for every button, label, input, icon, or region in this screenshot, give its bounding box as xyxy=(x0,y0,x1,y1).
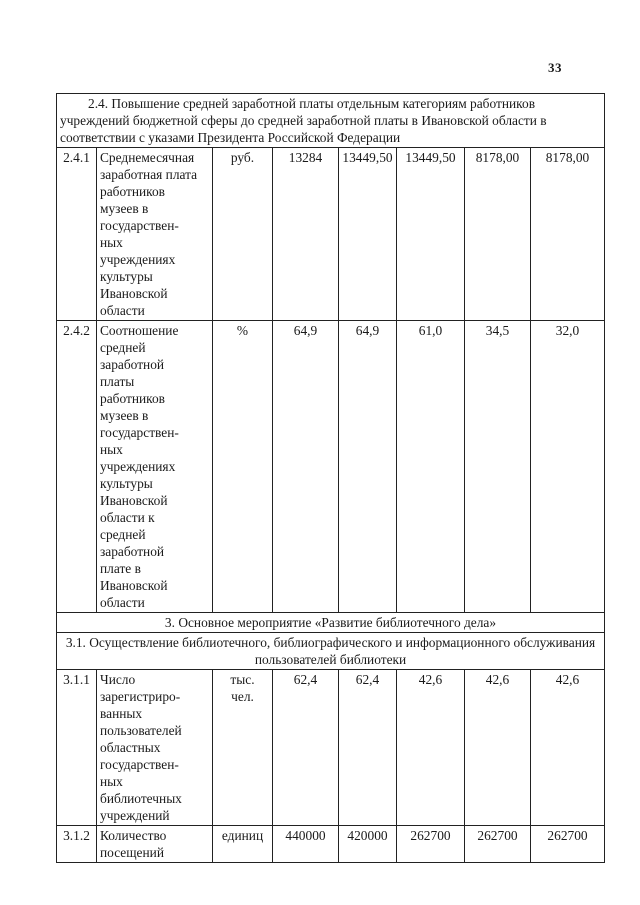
name-line: средней xyxy=(100,340,146,355)
section-title-2-4: 2.4. Повышение средней заработной платы отдельным категориям работников учреждений бюджетной сферы до средней заработной платы в Ивановской области в соответствии с указами Президента Российской Федерации xyxy=(57,94,605,148)
unit-cell xyxy=(213,670,273,826)
indicator-name xyxy=(97,670,213,826)
name-line: государствен- xyxy=(100,757,179,772)
name-line: учреждений xyxy=(100,808,170,823)
name-line: ных xyxy=(100,235,123,250)
name-line: государствен- xyxy=(100,218,179,233)
value-cell: 42,6 xyxy=(465,670,531,826)
name-line: Ивановской xyxy=(100,493,168,508)
name-line: ных xyxy=(100,774,123,789)
name-line: заработной xyxy=(100,357,165,372)
unit-cell: % xyxy=(213,321,273,613)
name-line: платы xyxy=(100,374,135,389)
name-line: музеев в xyxy=(100,408,149,423)
name-line: области xyxy=(100,595,145,610)
name-line: Количество xyxy=(100,828,167,843)
value-cell: 262700 xyxy=(397,826,465,863)
name-line: Ивановской xyxy=(100,286,168,301)
section-header-2-4 xyxy=(57,94,605,148)
value-cell: 62,4 xyxy=(273,670,339,826)
name-line: работников xyxy=(100,391,165,406)
name-line: учреждениях xyxy=(100,252,176,267)
name-line: средней xyxy=(100,527,146,542)
unit-line: чел. xyxy=(231,689,254,704)
name-line: государствен- xyxy=(100,425,179,440)
section-header-3 xyxy=(57,613,605,633)
value-cell: 420000 xyxy=(339,826,397,863)
row-number: 2.4.2 xyxy=(57,321,97,613)
name-line: Число xyxy=(100,672,136,687)
unit-cell: руб. xyxy=(213,148,273,321)
section-header-3-1 xyxy=(57,633,605,670)
name-line: области xyxy=(100,303,145,318)
name-line: культуры xyxy=(100,476,153,491)
name-line: учреждениях xyxy=(100,459,176,474)
row-number: 2.4.1 xyxy=(57,148,97,321)
name-line: пользователей xyxy=(100,723,182,738)
value-cell: 262700 xyxy=(465,826,531,863)
row-number: 3.1.2 xyxy=(57,826,97,863)
table-row-3-1-1 xyxy=(57,670,605,826)
table-row-3-1-2 xyxy=(57,826,605,863)
value-cell: 42,6 xyxy=(531,670,605,826)
value-cell: 64,9 xyxy=(339,321,397,613)
indicator-name xyxy=(97,148,213,321)
value-cell: 440000 xyxy=(273,826,339,863)
value-cell: 13284 xyxy=(273,148,339,321)
value-cell: 8178,00 xyxy=(531,148,605,321)
name-line: плате в xyxy=(100,561,141,576)
name-line: ванных xyxy=(100,706,143,721)
value-cell: 42,6 xyxy=(397,670,465,826)
name-line: культуры xyxy=(100,269,153,284)
value-cell: 62,4 xyxy=(339,670,397,826)
table-row-2-4-1 xyxy=(57,148,605,321)
name-line: Соотношение xyxy=(100,323,179,338)
section-title-3: 3. Основное мероприятие «Развитие библиотечного дела» xyxy=(57,613,605,633)
name-line: музеев в xyxy=(100,201,149,216)
row-number: 3.1.1 xyxy=(57,670,97,826)
indicators-table xyxy=(56,93,605,863)
page-number: 33 xyxy=(548,60,562,75)
name-line: заработной xyxy=(100,544,165,559)
name-line: областных xyxy=(100,740,161,755)
value-cell: 61,0 xyxy=(397,321,465,613)
value-cell: 64,9 xyxy=(273,321,339,613)
name-line: Среднемесячная xyxy=(100,150,195,165)
name-line: ных xyxy=(100,442,123,457)
value-cell: 8178,00 xyxy=(465,148,531,321)
unit-line: тыс. xyxy=(230,672,255,687)
name-line: Ивановской xyxy=(100,578,168,593)
indicator-name xyxy=(97,321,213,613)
value-cell: 34,5 xyxy=(465,321,531,613)
name-line: заработная плата xyxy=(100,167,198,182)
value-cell: 262700 xyxy=(531,826,605,863)
value-cell: 13449,50 xyxy=(339,148,397,321)
section-title-3-1: 3.1. Осуществление библиотечного, библиографического и информационного обслуживания пользователей библиотеки xyxy=(57,633,605,670)
name-line: посещений xyxy=(100,845,164,860)
indicator-name xyxy=(97,826,213,863)
value-cell: 13449,50 xyxy=(397,148,465,321)
name-line: работников xyxy=(100,184,165,199)
name-line: зарегистриро- xyxy=(100,689,181,704)
name-line: библиотечных xyxy=(100,791,182,806)
name-line: области к xyxy=(100,510,155,525)
value-cell: 32,0 xyxy=(531,321,605,613)
unit-cell: единиц xyxy=(213,826,273,863)
table-row-2-4-2 xyxy=(57,321,605,613)
